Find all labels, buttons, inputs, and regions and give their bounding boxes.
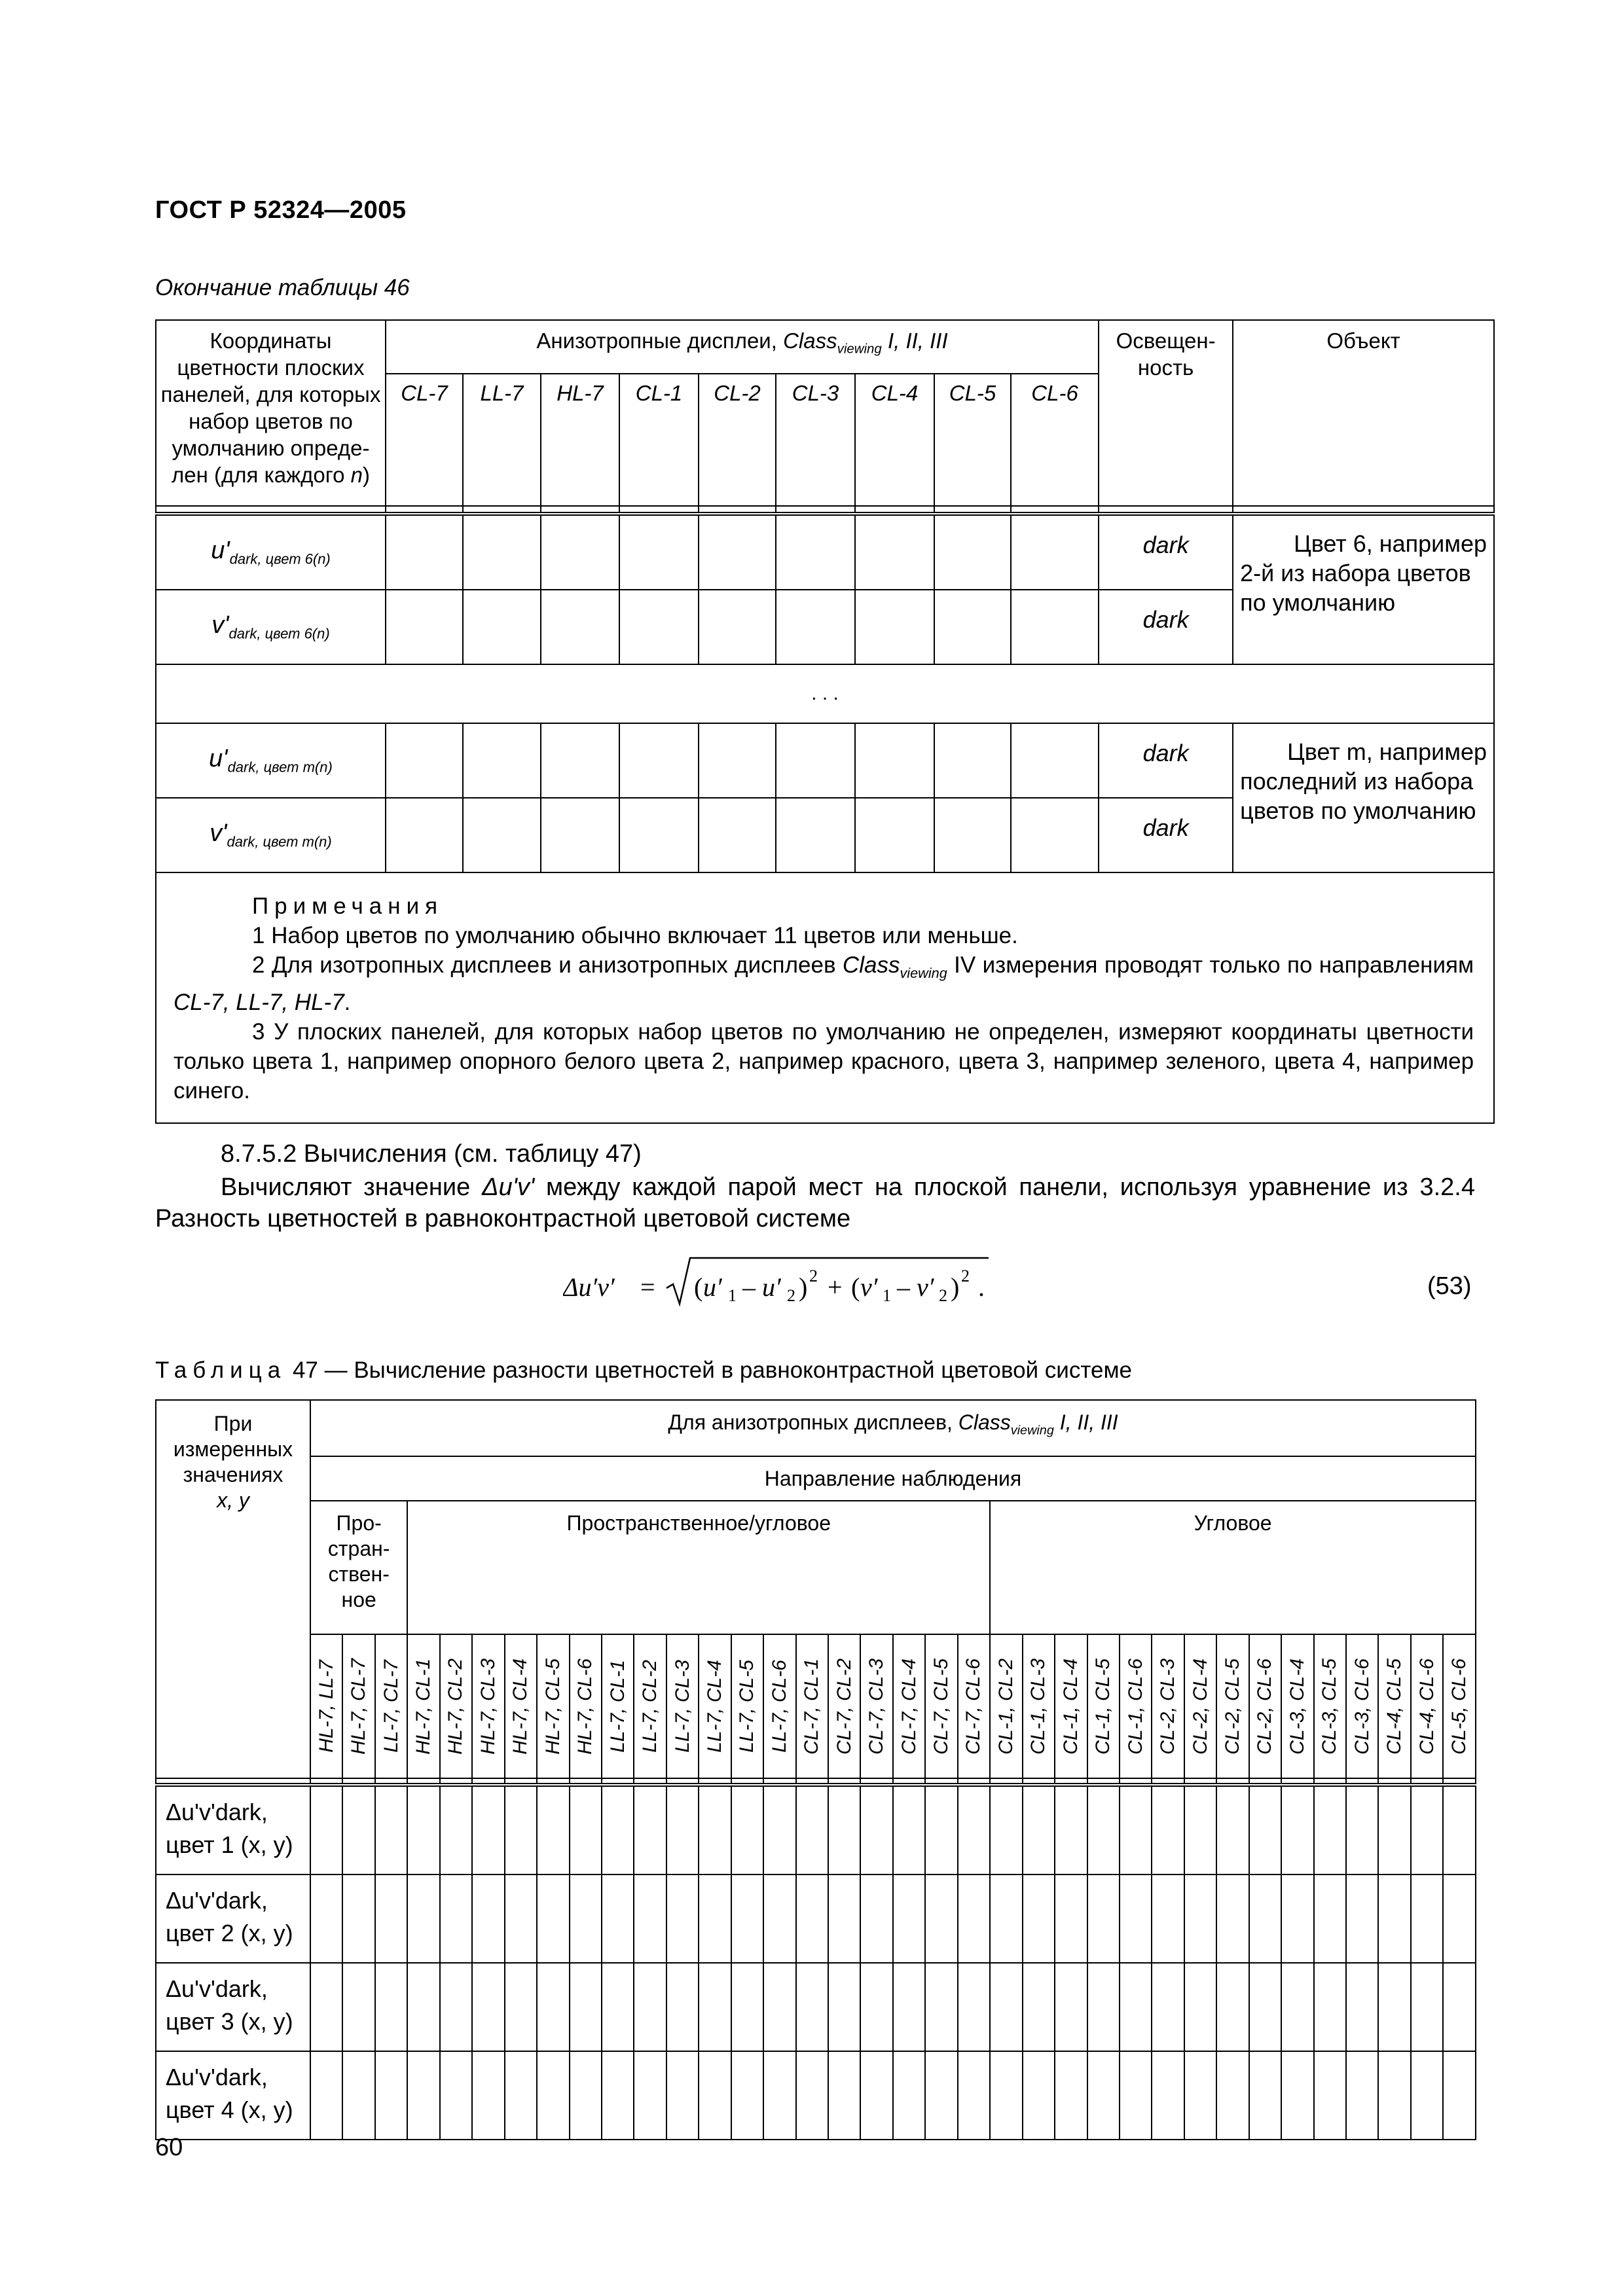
section-heading: 8.7.5.2 Вычисления (см. таблицу 47) bbox=[221, 1140, 642, 1168]
direction-pair-header: HL-7, CL-6 bbox=[570, 1634, 602, 1778]
data-cell bbox=[860, 2051, 892, 2140]
data-cell bbox=[1216, 2051, 1249, 2140]
direction-pair-header: CL-1, CL-5 bbox=[1087, 1634, 1120, 1778]
svg-text:(: ( bbox=[851, 1272, 860, 1302]
direction-pair-header: LL-7, CL-2 bbox=[634, 1634, 666, 1778]
data-cell bbox=[1087, 1963, 1120, 2051]
data-cell bbox=[731, 1874, 763, 1963]
direction-pair-header: CL-1, CL-2 bbox=[990, 1634, 1022, 1778]
data-cell bbox=[375, 1874, 407, 1963]
data-cell bbox=[699, 514, 776, 590]
data-cell bbox=[541, 723, 619, 798]
data-cell bbox=[570, 2051, 602, 2140]
direction-header: Направление наблюдения bbox=[310, 1456, 1476, 1501]
data-cell bbox=[828, 2051, 860, 2140]
data-cell bbox=[925, 2051, 957, 2140]
data-cell bbox=[855, 590, 934, 664]
data-cell bbox=[1055, 1785, 1087, 1874]
coords-header: Координаты цветности плоских панелей, для которых набор цветов по умолчанию опреде-лен (для каждого n) bbox=[156, 320, 386, 506]
data-cell bbox=[1249, 1785, 1281, 1874]
object-description: Цвет 6, например 2-й из набора цветов по умолчанию bbox=[1233, 514, 1494, 664]
svg-text:2: 2 bbox=[961, 1266, 970, 1285]
svg-text:+: + bbox=[828, 1272, 843, 1302]
data-cell bbox=[855, 798, 934, 872]
data-cell bbox=[699, 1785, 731, 1874]
data-cell bbox=[1011, 514, 1099, 590]
table-47-caption: Таблица 47 — Вычисление разности цветностей в равноконтрастной цветовой системе bbox=[155, 1357, 1132, 1383]
data-cell bbox=[1411, 1874, 1443, 1963]
document-id: ГОСТ Р 52324—2005 bbox=[155, 196, 407, 224]
data-cell bbox=[342, 1785, 374, 1874]
column-header: LL-7 bbox=[463, 374, 541, 506]
data-cell bbox=[537, 1963, 569, 2051]
data-cell bbox=[1152, 1963, 1184, 2051]
data-cell bbox=[440, 1963, 472, 2051]
illumination-value: dark bbox=[1099, 798, 1233, 872]
direction-pair-header: HL-7, CL-1 bbox=[407, 1634, 439, 1778]
data-cell bbox=[472, 1874, 504, 1963]
svg-text:1: 1 bbox=[883, 1286, 891, 1305]
data-cell bbox=[342, 2051, 374, 2140]
data-cell bbox=[763, 1785, 795, 1874]
data-cell bbox=[570, 1785, 602, 1874]
data-cell bbox=[1346, 2051, 1378, 2140]
data-cell bbox=[602, 2051, 634, 2140]
data-cell bbox=[619, 798, 699, 872]
direction-pair-header: LL-7, CL-6 bbox=[763, 1634, 795, 1778]
data-cell bbox=[1152, 1874, 1184, 1963]
data-cell bbox=[796, 1874, 828, 1963]
svg-text:v′: v′ bbox=[860, 1272, 878, 1302]
data-cell bbox=[990, 2051, 1022, 2140]
row-label: $u'_{dark, цвет 6(n)}$ bbox=[156, 514, 386, 590]
data-cell bbox=[375, 2051, 407, 2140]
data-cell bbox=[440, 1785, 472, 1874]
table-row bbox=[156, 514, 1494, 590]
data-cell bbox=[763, 2051, 795, 2140]
data-cell bbox=[1249, 1963, 1281, 2051]
data-cell bbox=[440, 1874, 472, 1963]
data-cell bbox=[386, 798, 463, 872]
direction-pair-header: HL-7, CL-2 bbox=[440, 1634, 472, 1778]
data-cell bbox=[386, 723, 463, 798]
data-cell bbox=[828, 1785, 860, 1874]
data-cell bbox=[634, 1874, 666, 1963]
data-cell bbox=[1184, 1963, 1216, 2051]
data-cell bbox=[1011, 798, 1099, 872]
equation-53 bbox=[563, 1250, 995, 1316]
direction-pair-header: CL-7, CL-4 bbox=[893, 1634, 925, 1778]
direction-pair-header: LL-7, CL-1 bbox=[602, 1634, 634, 1778]
data-cell bbox=[1055, 1963, 1087, 2051]
column-header: CL-2 bbox=[699, 374, 776, 506]
data-cell bbox=[1023, 2051, 1055, 2140]
data-cell bbox=[990, 1963, 1022, 2051]
data-cell bbox=[958, 1785, 990, 1874]
row-label: $v'_{dark, цвет 6(n)}$ bbox=[156, 590, 386, 664]
data-cell bbox=[1443, 2051, 1476, 2140]
data-cell bbox=[407, 1785, 439, 1874]
data-cell bbox=[893, 2051, 925, 2140]
anisotropic-header: Анизотропные дисплеи, Class$_{viewing}$ I, II, III bbox=[386, 320, 1099, 374]
note-2: 2 Для изотропных дисплеев и анизотропных дисплеев Class$_{viewing}$ IV измерения проводят только по направлениям CL-7, LL-7, HL-7. bbox=[173, 952, 1474, 1015]
data-cell bbox=[634, 2051, 666, 2140]
data-cell bbox=[342, 1874, 374, 1963]
data-cell bbox=[1087, 2051, 1120, 2140]
data-cell bbox=[1055, 1874, 1087, 1963]
data-cell bbox=[1087, 1874, 1120, 1963]
table-46 bbox=[155, 319, 1495, 1124]
data-cell bbox=[796, 2051, 828, 2140]
svg-text:2: 2 bbox=[939, 1286, 947, 1305]
data-cell bbox=[828, 1874, 860, 1963]
column-header: CL-1 bbox=[619, 374, 699, 506]
data-cell bbox=[1281, 1874, 1313, 1963]
data-cell bbox=[1314, 2051, 1346, 2140]
direction-pair-header: CL-4, CL-5 bbox=[1378, 1634, 1410, 1778]
data-cell bbox=[731, 2051, 763, 2140]
object-header: Объект bbox=[1233, 320, 1494, 506]
svg-text:): ) bbox=[799, 1272, 808, 1302]
data-cell bbox=[990, 1874, 1022, 1963]
data-cell bbox=[505, 2051, 537, 2140]
data-cell bbox=[1443, 1874, 1476, 1963]
data-cell bbox=[541, 590, 619, 664]
data-cell bbox=[407, 1874, 439, 1963]
data-cell bbox=[1378, 1963, 1410, 2051]
page-number: 60 bbox=[155, 2134, 183, 2161]
data-cell bbox=[634, 1785, 666, 1874]
note-1: 1 Набор цветов по умолчанию обычно включает 11 цветов или меньше. bbox=[252, 923, 1018, 948]
direction-pair-header: HL-7, CL-5 bbox=[537, 1634, 569, 1778]
column-header: CL-5 bbox=[934, 374, 1011, 506]
data-cell bbox=[602, 1874, 634, 1963]
table-row bbox=[156, 1785, 1476, 1874]
column-header: HL-7 bbox=[541, 374, 619, 506]
data-cell bbox=[763, 1963, 795, 2051]
table-row bbox=[156, 1963, 1476, 2051]
data-cell bbox=[1023, 1963, 1055, 2051]
data-cell bbox=[505, 1963, 537, 2051]
data-cell bbox=[860, 1963, 892, 2051]
data-cell bbox=[776, 514, 855, 590]
svg-text:v′: v′ bbox=[917, 1272, 934, 1302]
data-cell bbox=[958, 2051, 990, 2140]
svg-text:.: . bbox=[978, 1272, 985, 1302]
equation-number: (53) bbox=[1427, 1272, 1472, 1300]
table-47 bbox=[155, 1399, 1476, 2140]
data-cell bbox=[1378, 2051, 1410, 2140]
svg-text:): ) bbox=[951, 1272, 960, 1302]
data-cell bbox=[699, 590, 776, 664]
notes-title: Примечания bbox=[252, 893, 444, 919]
data-cell bbox=[1152, 2051, 1184, 2140]
data-cell bbox=[1378, 1874, 1410, 1963]
direction-pair-header: CL-7, CL-1 bbox=[796, 1634, 828, 1778]
direction-pair-header: CL-1, CL-4 bbox=[1055, 1634, 1087, 1778]
data-cell bbox=[699, 1963, 731, 2051]
data-cell bbox=[537, 1874, 569, 1963]
data-cell bbox=[310, 1963, 342, 2051]
data-cell bbox=[1011, 590, 1099, 664]
angular-header: Угловое bbox=[990, 1501, 1476, 1634]
section-text: Вычисляют значение Δu'v' между каждой парой мест на плоской панели, используя уравнение из 3.2.4 Разность цветностей в равноконтрастной цветовой системе bbox=[155, 1174, 1475, 1232]
direction-pair-header: CL-3, CL-4 bbox=[1281, 1634, 1313, 1778]
data-cell bbox=[855, 514, 934, 590]
illumination-value: dark bbox=[1099, 514, 1233, 590]
direction-pair-header: LL-7, CL-7 bbox=[375, 1634, 407, 1778]
data-cell bbox=[602, 1963, 634, 2051]
row-label: Δu'v'dark, цвет 3 (x, y) bbox=[156, 1963, 310, 2051]
data-cell bbox=[666, 1785, 699, 1874]
data-cell bbox=[440, 2051, 472, 2140]
direction-pair-header: CL-5, CL-6 bbox=[1443, 1634, 1476, 1778]
data-cell bbox=[619, 514, 699, 590]
note-3: 3 У плоских панелей, для которых набор цветов по умолчанию не определен, измеряют координаты цветности только цвета 1, например опорного белого цвета 2, например красного, цвета 3, например зеленого, цвета 4, например синего. bbox=[173, 1019, 1474, 1103]
data-cell bbox=[1281, 1963, 1313, 2051]
data-cell bbox=[472, 1785, 504, 1874]
object-description: Цвет m, например последний из набора цветов по умолчанию bbox=[1233, 723, 1494, 872]
data-cell bbox=[1184, 1874, 1216, 1963]
data-cell bbox=[699, 798, 776, 872]
data-cell bbox=[541, 798, 619, 872]
svg-text:(: ( bbox=[694, 1272, 703, 1302]
svg-text:u′: u′ bbox=[703, 1272, 722, 1302]
data-cell bbox=[407, 1963, 439, 2051]
direction-pair-header: HL-7, CL-3 bbox=[472, 1634, 504, 1778]
notes-cell bbox=[156, 872, 1494, 1123]
direction-pair-header: CL-2, CL-3 bbox=[1152, 1634, 1184, 1778]
column-header: CL-7 bbox=[386, 374, 463, 506]
data-cell bbox=[1249, 2051, 1281, 2140]
direction-pair-header: HL-7, LL-7 bbox=[310, 1634, 342, 1778]
row-label: Δu'v'dark, цвет 2 (x, y) bbox=[156, 1874, 310, 1963]
data-cell bbox=[1120, 1963, 1152, 2051]
data-cell bbox=[796, 1785, 828, 1874]
direction-pair-header: HL-7, CL-7 bbox=[342, 1634, 374, 1778]
data-cell bbox=[342, 1963, 374, 2051]
data-cell bbox=[1120, 1874, 1152, 1963]
svg-text:u′: u′ bbox=[762, 1272, 781, 1302]
data-cell bbox=[1184, 2051, 1216, 2140]
ellipsis-row: . . . bbox=[156, 664, 1494, 723]
data-cell bbox=[958, 1963, 990, 2051]
data-cell bbox=[463, 798, 541, 872]
data-cell bbox=[666, 2051, 699, 2140]
data-cell bbox=[1443, 1963, 1476, 2051]
data-cell bbox=[860, 1785, 892, 1874]
data-cell bbox=[958, 1874, 990, 1963]
illumination-value: dark bbox=[1099, 723, 1233, 798]
direction-pair-header: CL-3, CL-6 bbox=[1346, 1634, 1378, 1778]
column-header: CL-6 bbox=[1011, 374, 1099, 506]
direction-pair-header: CL-7, CL-3 bbox=[860, 1634, 892, 1778]
data-cell bbox=[310, 1874, 342, 1963]
svg-text:–: – bbox=[897, 1272, 910, 1302]
data-cell bbox=[1216, 1963, 1249, 2051]
data-cell bbox=[934, 723, 1011, 798]
direction-pair-header: CL-7, CL-6 bbox=[958, 1634, 990, 1778]
svg-text:Δu′v′: Δu′v′ bbox=[563, 1272, 615, 1302]
data-cell bbox=[776, 723, 855, 798]
data-cell bbox=[541, 514, 619, 590]
data-cell bbox=[934, 514, 1011, 590]
data-cell bbox=[463, 723, 541, 798]
direction-pair-header: CL-7, CL-5 bbox=[925, 1634, 957, 1778]
data-cell bbox=[893, 1874, 925, 1963]
data-cell bbox=[855, 723, 934, 798]
data-cell bbox=[1249, 1874, 1281, 1963]
data-cell bbox=[1411, 1963, 1443, 2051]
data-cell bbox=[934, 590, 1011, 664]
data-cell bbox=[1216, 1785, 1249, 1874]
row-label: $u'_{dark, цвет m(n)}$ bbox=[156, 723, 386, 798]
spatial-header: Про- стран- ствен- ное bbox=[310, 1501, 407, 1634]
data-cell bbox=[386, 514, 463, 590]
data-cell bbox=[776, 798, 855, 872]
data-cell bbox=[407, 2051, 439, 2140]
data-cell bbox=[699, 1874, 731, 1963]
data-cell bbox=[731, 1785, 763, 1874]
data-cell bbox=[310, 1785, 342, 1874]
direction-pair-header: CL-2, CL-4 bbox=[1184, 1634, 1216, 1778]
anisotropic-header: Для анизотропных дисплеев, Class$_{viewing}$ I, II, III bbox=[310, 1400, 1476, 1456]
data-cell bbox=[1411, 2051, 1443, 2140]
data-cell bbox=[472, 2051, 504, 2140]
table-row bbox=[156, 1874, 1476, 1963]
data-cell bbox=[537, 2051, 569, 2140]
data-cell bbox=[1055, 2051, 1087, 2140]
svg-text:2: 2 bbox=[787, 1286, 795, 1305]
data-cell bbox=[472, 1963, 504, 2051]
svg-text:1: 1 bbox=[728, 1286, 737, 1305]
direction-pair-header: CL-1, CL-3 bbox=[1023, 1634, 1055, 1778]
illumination-header: Освещен- ность bbox=[1099, 320, 1233, 506]
data-cell bbox=[463, 514, 541, 590]
data-cell bbox=[699, 2051, 731, 2140]
data-cell bbox=[666, 1874, 699, 1963]
data-cell bbox=[1411, 1785, 1443, 1874]
data-cell bbox=[1120, 2051, 1152, 2140]
data-cell bbox=[1281, 1785, 1313, 1874]
row-label: Δu'v'dark, цвет 1 (x, y) bbox=[156, 1785, 310, 1874]
spatial-angular-header: Пространственное/угловое bbox=[407, 1501, 990, 1634]
data-cell bbox=[570, 1874, 602, 1963]
data-cell bbox=[1216, 1874, 1249, 1963]
data-cell bbox=[570, 1963, 602, 2051]
direction-pair-header: LL-7, CL-3 bbox=[666, 1634, 699, 1778]
direction-pair-header: CL-2, CL-6 bbox=[1249, 1634, 1281, 1778]
data-cell bbox=[375, 1785, 407, 1874]
data-cell bbox=[925, 1963, 957, 2051]
data-cell bbox=[1011, 723, 1099, 798]
data-cell bbox=[925, 1874, 957, 1963]
data-cell bbox=[1346, 1963, 1378, 2051]
data-cell bbox=[1314, 1785, 1346, 1874]
illumination-value: dark bbox=[1099, 590, 1233, 664]
data-cell bbox=[763, 1874, 795, 1963]
data-cell bbox=[1281, 2051, 1313, 2140]
table-row bbox=[156, 2051, 1476, 2140]
data-cell bbox=[386, 590, 463, 664]
data-cell bbox=[1443, 1785, 1476, 1874]
data-cell bbox=[1378, 1785, 1410, 1874]
direction-pair-header: HL-7, CL-4 bbox=[505, 1634, 537, 1778]
svg-text:=: = bbox=[640, 1272, 655, 1302]
row-label: $v'_{dark, цвет m(n)}$ bbox=[156, 798, 386, 872]
data-cell bbox=[634, 1963, 666, 2051]
data-cell bbox=[310, 2051, 342, 2140]
data-cell bbox=[934, 798, 1011, 872]
data-cell bbox=[925, 1785, 957, 1874]
table-46-caption: Окончание таблицы 46 bbox=[155, 275, 410, 300]
data-cell bbox=[505, 1785, 537, 1874]
direction-pair-header: CL-3, CL-5 bbox=[1314, 1634, 1346, 1778]
measured-values-header: При измеренных значениях x, y bbox=[156, 1400, 310, 1778]
data-cell bbox=[375, 1963, 407, 2051]
direction-pair-header: LL-7, CL-4 bbox=[699, 1634, 731, 1778]
column-header: CL-4 bbox=[855, 374, 934, 506]
data-cell bbox=[602, 1785, 634, 1874]
column-header: CL-3 bbox=[776, 374, 855, 506]
data-cell bbox=[1346, 1785, 1378, 1874]
data-cell bbox=[463, 590, 541, 664]
data-cell bbox=[666, 1963, 699, 2051]
data-cell bbox=[731, 1963, 763, 2051]
data-cell bbox=[619, 590, 699, 664]
direction-pair-header: CL-4, CL-6 bbox=[1411, 1634, 1443, 1778]
table-row bbox=[156, 723, 1494, 798]
data-cell bbox=[1023, 1874, 1055, 1963]
data-cell bbox=[1120, 1785, 1152, 1874]
row-label: Δu'v'dark, цвет 4 (x, y) bbox=[156, 2051, 310, 2140]
direction-pair-header: CL-2, CL-5 bbox=[1216, 1634, 1249, 1778]
data-cell bbox=[1184, 1785, 1216, 1874]
data-cell bbox=[537, 1785, 569, 1874]
data-cell bbox=[860, 1874, 892, 1963]
svg-text:–: – bbox=[742, 1272, 756, 1302]
data-cell bbox=[1152, 1785, 1184, 1874]
data-cell bbox=[893, 1963, 925, 2051]
data-cell bbox=[828, 1963, 860, 2051]
direction-pair-header: CL-7, CL-2 bbox=[828, 1634, 860, 1778]
data-cell bbox=[619, 723, 699, 798]
data-cell bbox=[699, 723, 776, 798]
data-cell bbox=[1346, 1874, 1378, 1963]
svg-text:2: 2 bbox=[809, 1266, 818, 1285]
data-cell bbox=[1314, 1874, 1346, 1963]
data-cell bbox=[1087, 1785, 1120, 1874]
data-cell bbox=[893, 1785, 925, 1874]
data-cell bbox=[990, 1785, 1022, 1874]
data-cell bbox=[1314, 1963, 1346, 2051]
data-cell bbox=[776, 590, 855, 664]
direction-pair-header: CL-1, CL-6 bbox=[1120, 1634, 1152, 1778]
data-cell bbox=[796, 1963, 828, 2051]
direction-pair-header: LL-7, CL-5 bbox=[731, 1634, 763, 1778]
data-cell bbox=[505, 1874, 537, 1963]
data-cell bbox=[1023, 1785, 1055, 1874]
